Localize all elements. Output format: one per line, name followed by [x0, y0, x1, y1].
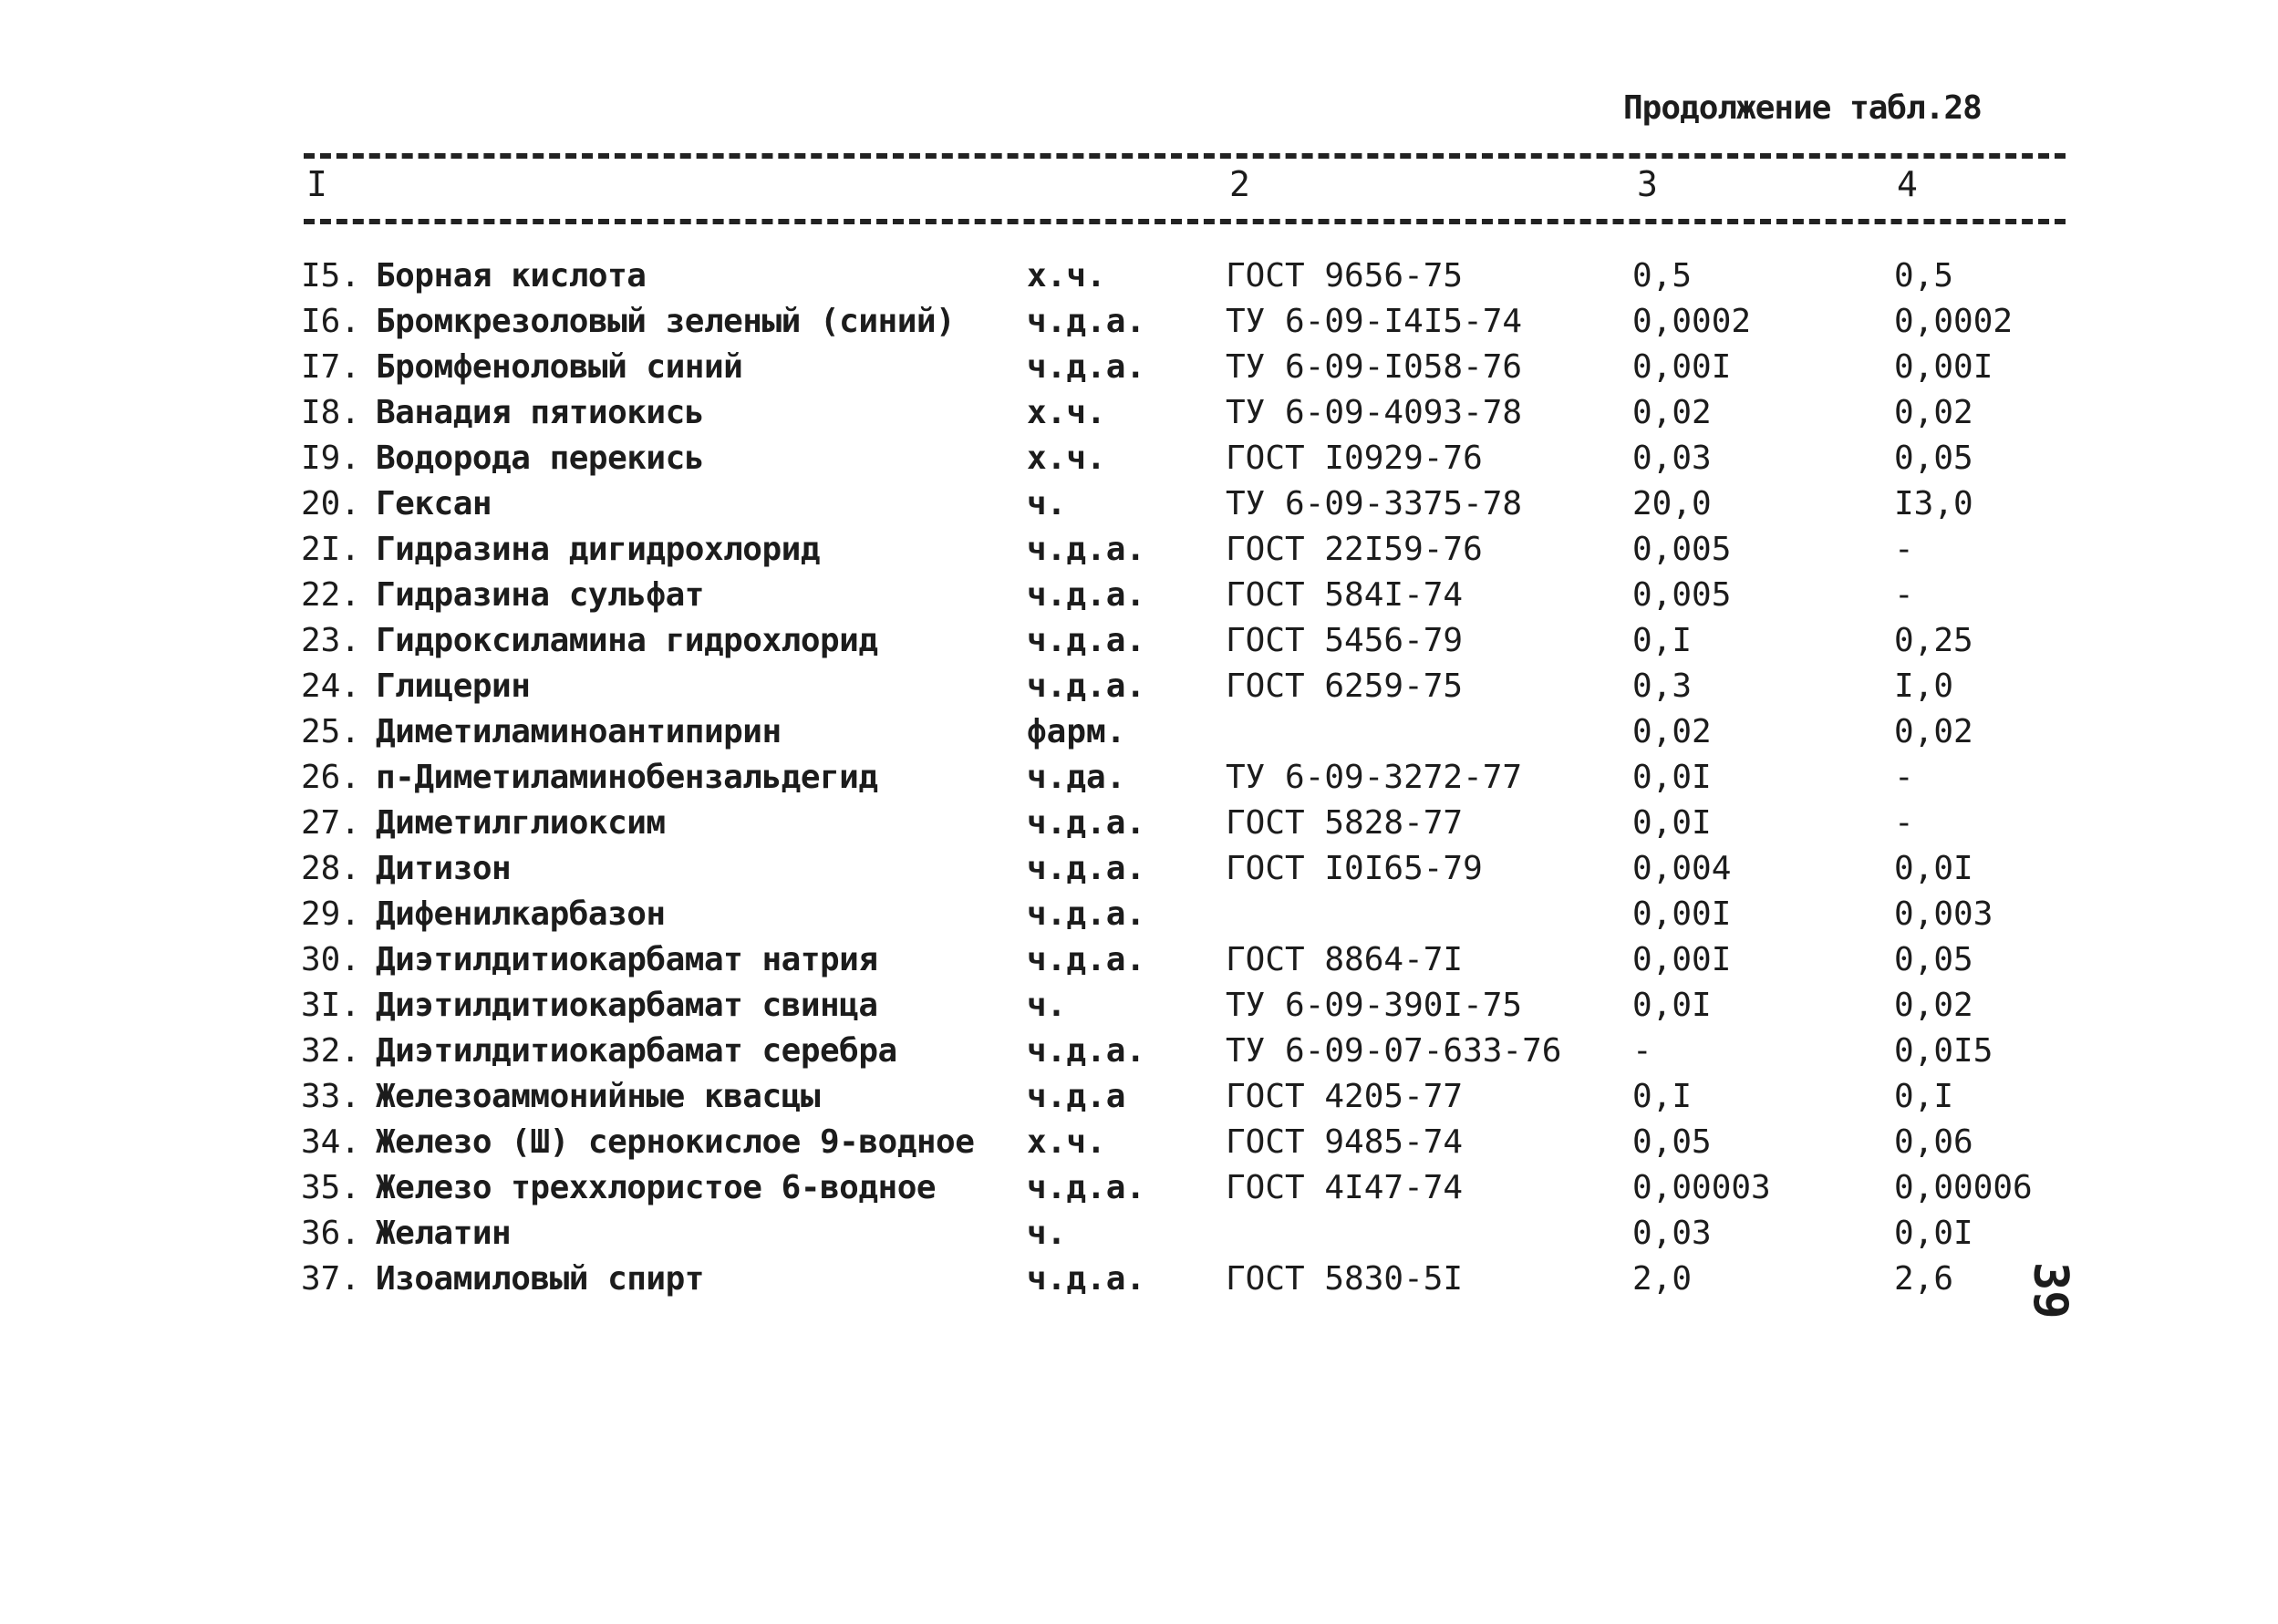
table-row	[0, 1257, 2278, 1302]
table-row	[0, 390, 2278, 436]
value-column-4: 2,6	[1894, 1260, 1954, 1298]
purity-grade: ч.д.а.	[1027, 348, 1146, 386]
reagent-name: Диэтилдитиокарбамат свинца	[376, 987, 878, 1024]
purity-grade: ч.д.а.	[1027, 622, 1146, 659]
row-number: 20.	[301, 485, 361, 522]
row-number: 26.	[301, 759, 361, 796]
reagent-name: Изоамиловый спирт	[376, 1260, 704, 1298]
column-header-3: 3	[1637, 164, 1658, 204]
reagent-name: Диэтилдитиокарбамат серебра	[376, 1032, 897, 1070]
value-column-3: 0,02	[1632, 394, 1712, 431]
table-row	[0, 1211, 2278, 1257]
value-column-3: 0,00I	[1632, 348, 1732, 386]
row-number: 30.	[301, 941, 361, 978]
value-column-4: 0,0I	[1894, 850, 1973, 887]
table-row	[0, 983, 2278, 1029]
purity-grade: х.ч.	[1027, 257, 1106, 295]
row-number: I8.	[301, 394, 361, 431]
value-column-4: 0,25	[1894, 622, 1973, 659]
purity-grade: х.ч.	[1027, 1123, 1106, 1161]
purity-grade: ч.д.а.	[1027, 667, 1146, 705]
value-column-3: 20,0	[1632, 485, 1712, 522]
table-row	[0, 1074, 2278, 1120]
row-number: 24.	[301, 667, 361, 705]
standard-designation: ТУ 6-09-I058-76	[1226, 348, 1523, 386]
reagent-name: Водорода перекись	[376, 440, 704, 477]
purity-grade: ч.д.а.	[1027, 804, 1146, 842]
table-row	[0, 253, 2278, 299]
standard-designation: ГОСТ 5830-5I	[1226, 1260, 1464, 1298]
reagent-name: Желатин	[376, 1215, 512, 1252]
row-number: 34.	[301, 1123, 361, 1161]
reagent-name: Дитизон	[376, 850, 512, 887]
value-column-4: 0,05	[1894, 941, 1973, 978]
purity-grade: х.ч.	[1027, 394, 1106, 431]
row-number: 27.	[301, 804, 361, 842]
standard-designation: ГОСТ 22I59-76	[1226, 531, 1483, 568]
standard-designation: ТУ 6-09-4093-78	[1226, 394, 1523, 431]
reagent-name: Дифенилкарбазон	[376, 895, 666, 933]
reagent-name: Борная кислота	[376, 257, 647, 295]
value-column-4: 0,06	[1894, 1123, 1973, 1161]
value-column-3: 0,00I	[1632, 941, 1732, 978]
table-row	[0, 709, 2278, 755]
column-header-4: 4	[1897, 164, 1918, 204]
value-column-3: 0,I	[1632, 622, 1693, 659]
value-column-3: 0,0I	[1632, 804, 1712, 842]
value-column-3: 0,5	[1632, 257, 1693, 295]
value-column-4: 0,003	[1894, 895, 1993, 933]
standard-designation: ТУ 6-09-390I-75	[1226, 987, 1523, 1024]
value-column-4: 0,02	[1894, 394, 1973, 431]
row-number: 22.	[301, 576, 361, 614]
value-column-4: -	[1894, 804, 1914, 842]
reagent-name: Бромфеноловый синий	[376, 348, 743, 386]
value-column-3: 2,0	[1632, 1260, 1693, 1298]
purity-grade: ч.д.а.	[1027, 1169, 1146, 1206]
standard-designation: ГОСТ I0I65-79	[1226, 850, 1483, 887]
purity-grade: ч.д.а.	[1027, 1260, 1146, 1298]
value-column-3: 0,00I	[1632, 895, 1732, 933]
row-number: I6.	[301, 303, 361, 340]
standard-designation: ГОСТ I0929-76	[1226, 440, 1483, 477]
value-column-4: -	[1894, 576, 1914, 614]
value-column-4: 0,00006	[1894, 1169, 2033, 1206]
value-column-4: 0,5	[1894, 257, 1954, 295]
reagent-name: Глицерин	[376, 667, 531, 705]
standard-designation: ТУ 6-09-07-633-76	[1226, 1032, 1562, 1070]
standard-designation: ТУ 6-09-I4I5-74	[1226, 303, 1523, 340]
row-number: 23.	[301, 622, 361, 659]
reagent-name: Гексан	[376, 485, 492, 522]
column-header-2: 2	[1229, 164, 1250, 204]
value-column-3: 0,0I	[1632, 987, 1712, 1024]
value-column-4: I,0	[1894, 667, 1954, 705]
reagent-name: Железоаммонийные квасцы	[376, 1078, 820, 1115]
value-column-3: -	[1632, 1032, 1652, 1070]
table-row	[0, 801, 2278, 846]
table-row	[0, 755, 2278, 801]
reagent-name: Гидразина сульфат	[376, 576, 704, 614]
standard-designation: ГОСТ 4205-77	[1226, 1078, 1464, 1115]
value-column-3: 0,03	[1632, 440, 1712, 477]
purity-grade: ч.д.а.	[1027, 850, 1146, 887]
purity-grade: ч.	[1027, 485, 1067, 522]
purity-grade: ч.д.а.	[1027, 576, 1146, 614]
value-column-4: -	[1894, 531, 1914, 568]
table-row	[0, 527, 2278, 573]
purity-grade: ч.да.	[1027, 759, 1126, 796]
page-number: 39	[2023, 1262, 2077, 1319]
reagent-name: Гидроксиламина гидрохлорид	[376, 622, 878, 659]
row-number: I9.	[301, 440, 361, 477]
table-row	[0, 481, 2278, 527]
value-column-4: -	[1894, 759, 1914, 796]
table-row	[0, 345, 2278, 390]
value-column-4: 0,02	[1894, 987, 1973, 1024]
row-number: 3I.	[301, 987, 361, 1024]
value-column-4: 0,I	[1894, 1078, 1954, 1115]
value-column-3: 0,02	[1632, 713, 1712, 750]
value-column-4: 0,0I5	[1894, 1032, 1993, 1070]
purity-grade: ч.д.а	[1027, 1078, 1126, 1115]
header-top-rule	[304, 153, 2066, 159]
standard-designation: ТУ 6-09-3375-78	[1226, 485, 1523, 522]
value-column-3: 0,00003	[1632, 1169, 1771, 1206]
value-column-3: 0,0002	[1632, 303, 1752, 340]
row-number: 29.	[301, 895, 361, 933]
standard-designation: ГОСТ 5456-79	[1226, 622, 1464, 659]
table-row	[0, 573, 2278, 618]
purity-grade: ч.д.а.	[1027, 895, 1146, 933]
value-column-4: 0,02	[1894, 713, 1973, 750]
table-row	[0, 664, 2278, 709]
table-body	[0, 253, 2278, 1302]
row-number: I7.	[301, 348, 361, 386]
standard-designation: ГОСТ 9485-74	[1226, 1123, 1464, 1161]
standard-designation: ГОСТ 8864-7I	[1226, 941, 1464, 978]
value-column-3: 0,005	[1632, 531, 1732, 568]
table-row	[0, 1165, 2278, 1211]
standard-designation: ГОСТ 4I47-74	[1226, 1169, 1464, 1206]
standard-designation: ГОСТ 5828-77	[1226, 804, 1464, 842]
value-column-3: 0,004	[1632, 850, 1732, 887]
row-number: 28.	[301, 850, 361, 887]
value-column-3: 0,03	[1632, 1215, 1712, 1252]
value-column-4: I3,0	[1894, 485, 1973, 522]
table-row	[0, 618, 2278, 664]
table-row	[0, 846, 2278, 892]
table-row	[0, 892, 2278, 937]
table-row	[0, 436, 2278, 481]
reagent-name: Диэтилдитиокарбамат натрия	[376, 941, 878, 978]
value-column-4: 0,0I	[1894, 1215, 1973, 1252]
row-number: 37.	[301, 1260, 361, 1298]
standard-designation: ГОСТ 584I-74	[1226, 576, 1464, 614]
standard-designation: ТУ 6-09-3272-77	[1226, 759, 1523, 796]
purity-grade: ч.д.а.	[1027, 1032, 1146, 1070]
table-row	[0, 1029, 2278, 1074]
table-caption: Продолжение табл.28	[1623, 89, 1982, 127]
reagent-name: Бромкрезоловый зеленый (синий)	[376, 303, 956, 340]
standard-designation: ГОСТ 9656-75	[1226, 257, 1464, 295]
reagent-name: Диметиламиноантипирин	[376, 713, 782, 750]
reagent-name: Железо треххлористое 6-водное	[376, 1169, 937, 1206]
value-column-4: 0,0002	[1894, 303, 2014, 340]
value-column-3: 0,005	[1632, 576, 1732, 614]
value-column-3: 0,0I	[1632, 759, 1712, 796]
purity-grade: х.ч.	[1027, 440, 1106, 477]
purity-grade: ч.д.а.	[1027, 531, 1146, 568]
row-number: 25.	[301, 713, 361, 750]
row-number: 33.	[301, 1078, 361, 1115]
row-number: 36.	[301, 1215, 361, 1252]
value-column-3: 0,I	[1632, 1078, 1693, 1115]
row-number: 32.	[301, 1032, 361, 1070]
purity-grade: фарм.	[1027, 713, 1126, 750]
table-row	[0, 1120, 2278, 1165]
value-column-4: 0,00I	[1894, 348, 1993, 386]
reagent-name: п-Диметиламинобензальдегид	[376, 759, 878, 796]
reagent-name: Диметилглиоксим	[376, 804, 666, 842]
row-number: 2I.	[301, 531, 361, 568]
purity-grade: ч.	[1027, 1215, 1067, 1252]
purity-grade: ч.	[1027, 987, 1067, 1024]
row-number: I5.	[301, 257, 361, 295]
column-header-1: I	[306, 164, 327, 204]
reagent-name: Железо (Ш) сернокислое 9-водное	[376, 1123, 975, 1161]
row-number: 35.	[301, 1169, 361, 1206]
value-column-4: 0,05	[1894, 440, 1973, 477]
standard-designation: ГОСТ 6259-75	[1226, 667, 1464, 705]
reagent-name: Ванадия пятиокись	[376, 394, 704, 431]
table-row	[0, 937, 2278, 983]
value-column-3: 0,05	[1632, 1123, 1712, 1161]
purity-grade: ч.д.а.	[1027, 303, 1146, 340]
purity-grade: ч.д.а.	[1027, 941, 1146, 978]
reagent-name: Гидразина дигидрохлорид	[376, 531, 820, 568]
header-bottom-rule	[304, 219, 2066, 224]
value-column-3: 0,3	[1632, 667, 1693, 705]
table-row	[0, 299, 2278, 345]
